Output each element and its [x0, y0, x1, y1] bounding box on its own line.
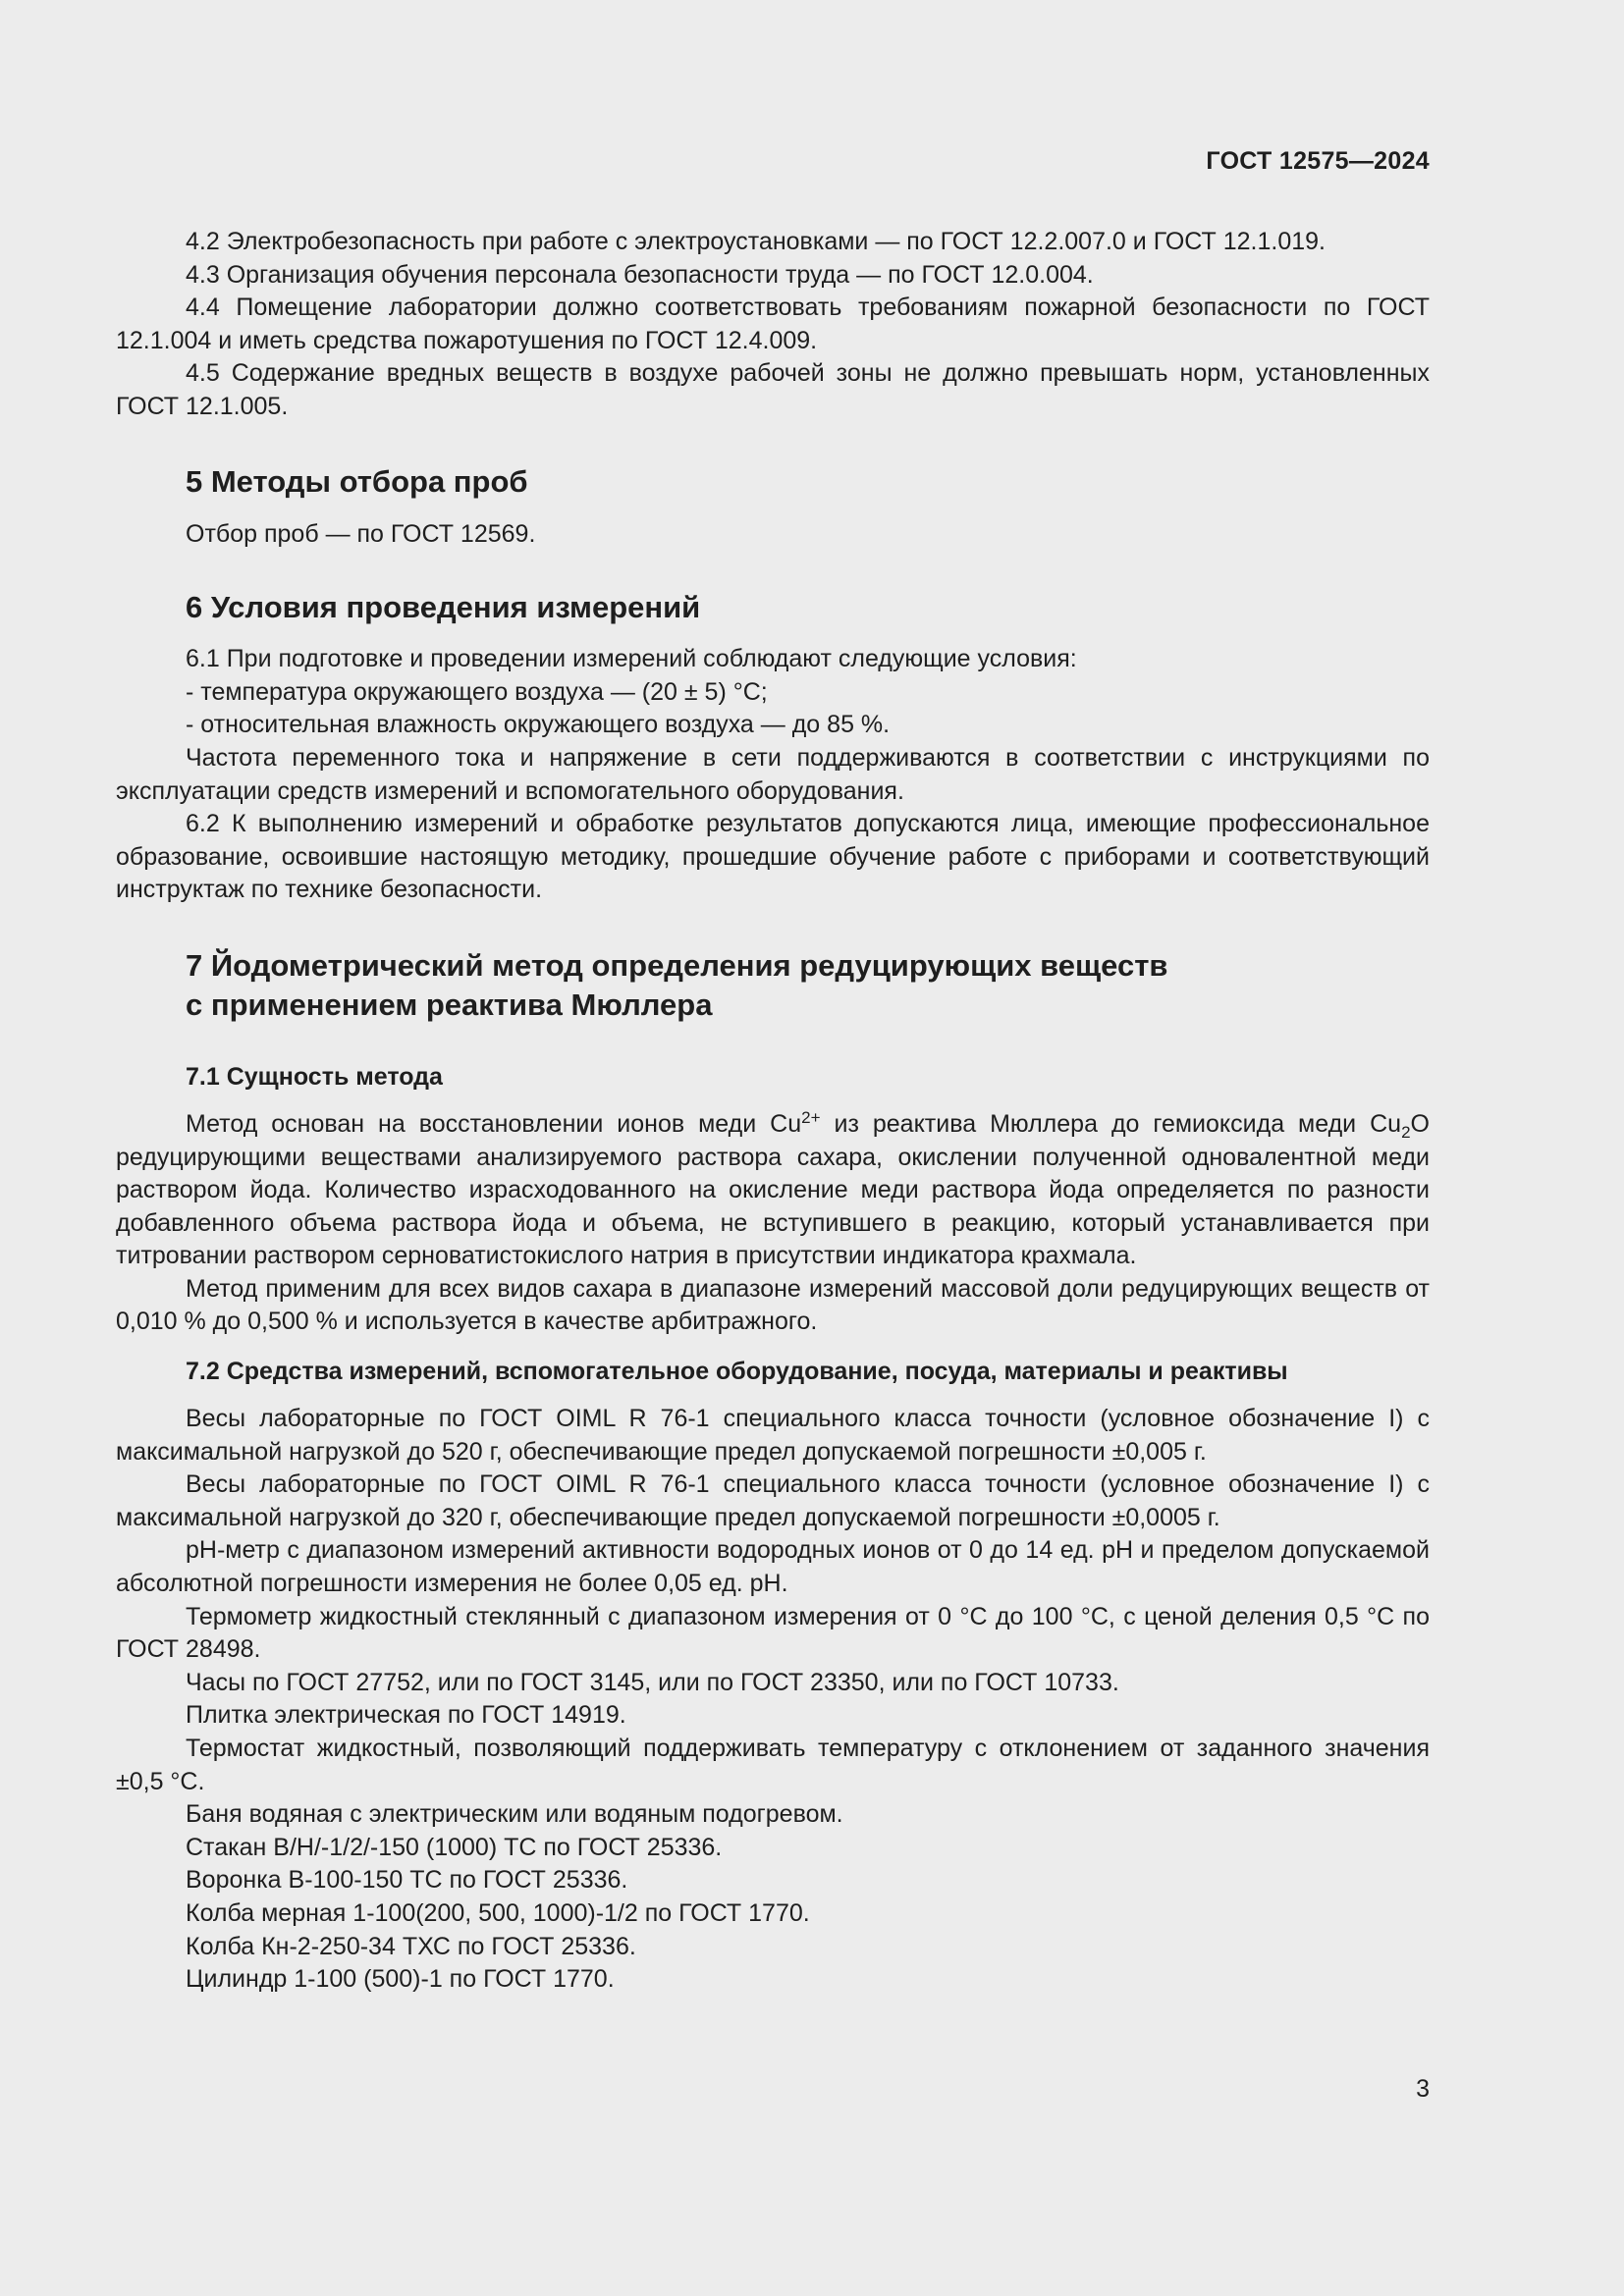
subsection-7-1-heading: 7.1 Сущность метода [186, 1062, 443, 1091]
section-7-heading-line1: 7 Йодометрический метод определения редуцирующих веществ [186, 947, 1168, 983]
list-item-temperature: - температура окружающего воздуха — (20 ± 5) °C; [186, 677, 768, 706]
equipment-item: Колба Кн-2-250-34 ТХС по ГОСТ 25336. [186, 1932, 636, 1960]
paragraph-frequency: Частота переменного тока и напряжение в сети поддерживаются в соответствии с инструкциями по эксплуатации средств измерений и вспомогательного оборудования. [116, 743, 1430, 805]
paragraph-4-2: 4.2 Электробезопасность при работе с электроустановками — по ГОСТ 12.2.007.0 и ГОСТ 12.1.019. [186, 228, 1326, 255]
equipment-item: Термометр жидкостный стеклянный с диапазоном измерения от 0 °С до 100 °С, с ценой деления 0,5 °С по ГОСТ 28498. [116, 1602, 1430, 1664]
equipment-item: рН-метр с диапазоном измерений активности водородных ионов от 0 до 14 ед. рН и пределом допускаемой абсолютной погрешности измерения не более 0,05 ед. рН. [116, 1536, 1430, 1598]
section-6-heading: 6 Условия проведения измерений [186, 590, 701, 625]
paragraph-7-1-range: Метод применим для всех видов сахара в диапазоне измерений массовой доли редуцирующих веществ от 0,010 % до 0,500 % и используется в качестве арбитражного. [116, 1274, 1430, 1336]
section-5-text: Отбор проб — по ГОСТ 12569. [186, 519, 536, 548]
equipment-item: Стакан В/Н/-1/2/-150 (1000) ТС по ГОСТ 25336. [186, 1833, 723, 1861]
paragraph-4-5: 4.5 Содержание вредных веществ в воздухе рабочей зоны не должно превышать норм, установленных ГОСТ 12.1.005. [116, 359, 1430, 420]
equipment-item: Весы лабораторные по ГОСТ OIML R 76-1 специального класса точности (условное обозначение I) с максимальной нагрузкой до 320 г, обеспечивающие предел допускаемой погрешности ±0,0005 г. [116, 1470, 1430, 1531]
equipment-item: Воронка В-100-150 ТС по ГОСТ 25336. [186, 1866, 628, 1895]
paragraph-6-2: 6.2 К выполнению измерений и обработке результатов допускаются лица, имеющие профессиональное образование, освоившие настоящую методику, прошедшие обучение работе с приборами и соответствующий инструктаж по технике безопасности. [116, 810, 1430, 904]
equipment-item: Весы лабораторные по ГОСТ OIML R 76-1 специального класса точности (условное обозначение I) с максимальной нагрузкой до 520 г, обеспечивающие предел допускаемой погрешности ±0,005 г. [116, 1405, 1430, 1466]
equipment-item: Баня водяная с электрическим или водяным подогревом. [186, 1800, 843, 1829]
section-5-heading: 5 Методы отбора проб [186, 463, 528, 499]
page-number: 3 [1416, 2075, 1430, 2103]
paragraph-6-1: 6.1 При подготовке и проведении измерений соблюдают следующие условия: [186, 645, 1077, 673]
document-header: ГОСТ 12575—2024 [1206, 147, 1430, 175]
section-7-heading [116, 946, 1430, 1025]
section-7-heading-line2: с применением реактива Мюллера [186, 987, 713, 1022]
document-body [116, 226, 1430, 1997]
paragraph-4-4: 4.4 Помещение лаборатории должно соответствовать требованиям пожарной безопасности по ГОСТ 12.1.004 и иметь средства пожаротушения по ГОСТ 12.4.009. [116, 294, 1430, 354]
equipment-item: Колба мерная 1-100(200, 500, 1000)-1/2 по ГОСТ 1770. [186, 1898, 810, 1927]
equipment-item: Часы по ГОСТ 27752, или по ГОСТ 3145, или по ГОСТ 23350, или по ГОСТ 10733. [186, 1668, 1119, 1696]
subsection-7-2-heading: 7.2 Средства измерений, вспомогательное оборудование, посуда, материалы и реактивы [186, 1358, 1288, 1386]
paragraph-4-3: 4.3 Организация обучения персонала безопасности труда — по ГОСТ 12.0.004. [186, 260, 1094, 289]
paragraph-7-1-method: Метод основан на восстановлении ионов меди $Cu^{2+}$ из реактива Мюллера до гемиоксида меди $Cu_2O$ редуцирующими веществами анализируемого раствора сахара, окислении полученной одновалентной меди раствором йода. Количество израсходованного на окисление меди раствора йода определяется по разности добавленного объема раствора йода и объема, не вступившего в реакцию, который устанавливается при титровании раствором серноватистокислого натрия в присутствии индикатора крахмала. [116, 1107, 1430, 1270]
equipment-item: Плитка электрическая по ГОСТ 14919. [186, 1701, 626, 1730]
list-item-humidity: - относительная влажность окружающего воздуха — до 85 %. [186, 711, 891, 739]
equipment-item: Термостат жидкостный, позволяющий поддерживать температуру с отклонением от заданного значения ±0,5 °С. [116, 1735, 1430, 1795]
equipment-item: Цилиндр 1-100 (500)-1 по ГОСТ 1770. [186, 1965, 615, 1994]
